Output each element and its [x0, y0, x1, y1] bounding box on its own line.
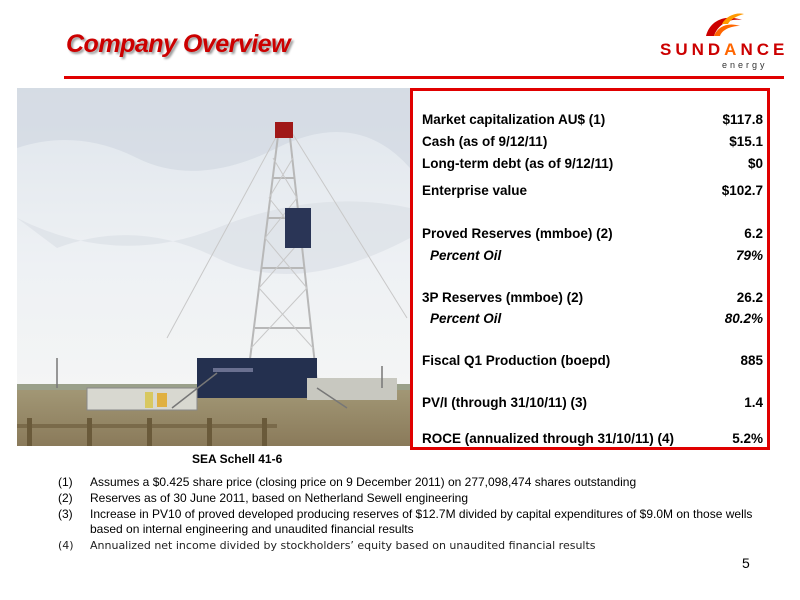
- footnote: [58, 538, 758, 554]
- metric-value: $102.7: [721, 182, 763, 198]
- photo-caption: SEA Schell 41-6: [192, 452, 283, 466]
- sundance-logo: [660, 10, 788, 76]
- metric-row: [422, 181, 763, 199]
- metric-row: [422, 393, 763, 411]
- metric-row: [422, 132, 763, 150]
- metric-value: $117.8: [722, 111, 763, 127]
- metric-label: Percent Oil: [430, 247, 502, 263]
- slide-title: Company Overview: [66, 30, 291, 58]
- metric-label: Percent Oil: [430, 310, 502, 326]
- footnote: [58, 507, 758, 539]
- logo-wordmark: SUNDANCE: [660, 40, 789, 59]
- metric-row: [422, 224, 763, 242]
- metric-row: [422, 351, 763, 369]
- metric-value: 6.2: [744, 225, 763, 241]
- metric-label: Proved Reserves (mmboe) (2): [422, 225, 613, 241]
- page-number: 5: [742, 555, 750, 571]
- footnote: [58, 475, 758, 491]
- footnote-number: (4): [58, 539, 74, 553]
- metric-label: PV/I (through 31/10/11) (3): [422, 394, 588, 410]
- sun-flame-icon: [700, 10, 748, 40]
- metric-value: $15.1: [729, 133, 763, 149]
- title-divider: [64, 76, 784, 79]
- metric-label: ROCE (annualized through 31/10/11) (4): [422, 430, 675, 446]
- footnote-number: (1): [58, 475, 73, 489]
- footnote-text: Assumes a $0.425 share price (closing price on 9 December 2011) on 277,098,474 shares outstanding: [90, 475, 637, 489]
- metric-value: 80.2%: [724, 310, 763, 326]
- footnotes: [58, 475, 758, 554]
- metric-label: Fiscal Q1 Production (boepd): [422, 352, 611, 368]
- logo-subtitle: energy: [722, 60, 768, 70]
- metric-value: 5.2%: [732, 430, 763, 446]
- metric-row: [422, 288, 763, 306]
- footnote-number: (3): [58, 506, 73, 521]
- metric-row: [422, 110, 763, 128]
- footnote-text: Annualized net income divided by stockholders’ equity based on unaudited financial results: [90, 539, 596, 553]
- metric-value: 26.2: [736, 289, 763, 305]
- metric-value: 1.4: [744, 394, 763, 410]
- metric-value: 79%: [735, 247, 763, 263]
- metric-value: $0: [747, 155, 763, 171]
- metric-label: 3P Reserves (mmboe) (2): [422, 289, 584, 305]
- metric-row: [422, 309, 763, 327]
- metric-row: [422, 429, 763, 447]
- metric-label: Market capitalization AU$ (1): [422, 111, 606, 127]
- metric-value: 885: [740, 352, 763, 368]
- metric-row: [422, 154, 763, 172]
- drilling-rig-photo: [17, 88, 410, 446]
- metric-label: Long-term debt (as of 9/12/11): [422, 155, 614, 171]
- metric-label: Cash (as of 9/12/11): [422, 133, 548, 149]
- footnote-number: (2): [58, 490, 73, 505]
- overview-metrics-table: [410, 88, 770, 450]
- metric-label: Enterprise value: [422, 182, 528, 198]
- footnote: [58, 491, 758, 507]
- footnote-text: Increase in PV10 of proved developed producing reserves of $12.7M divided by capital expenditures of $9.0M on those wells based on internal engineering and unaudited financial results: [90, 506, 753, 537]
- metric-row: [422, 246, 763, 264]
- footnote-text: Reserves as of 30 June 2011, based on Netherland Sewell engineering: [90, 490, 469, 505]
